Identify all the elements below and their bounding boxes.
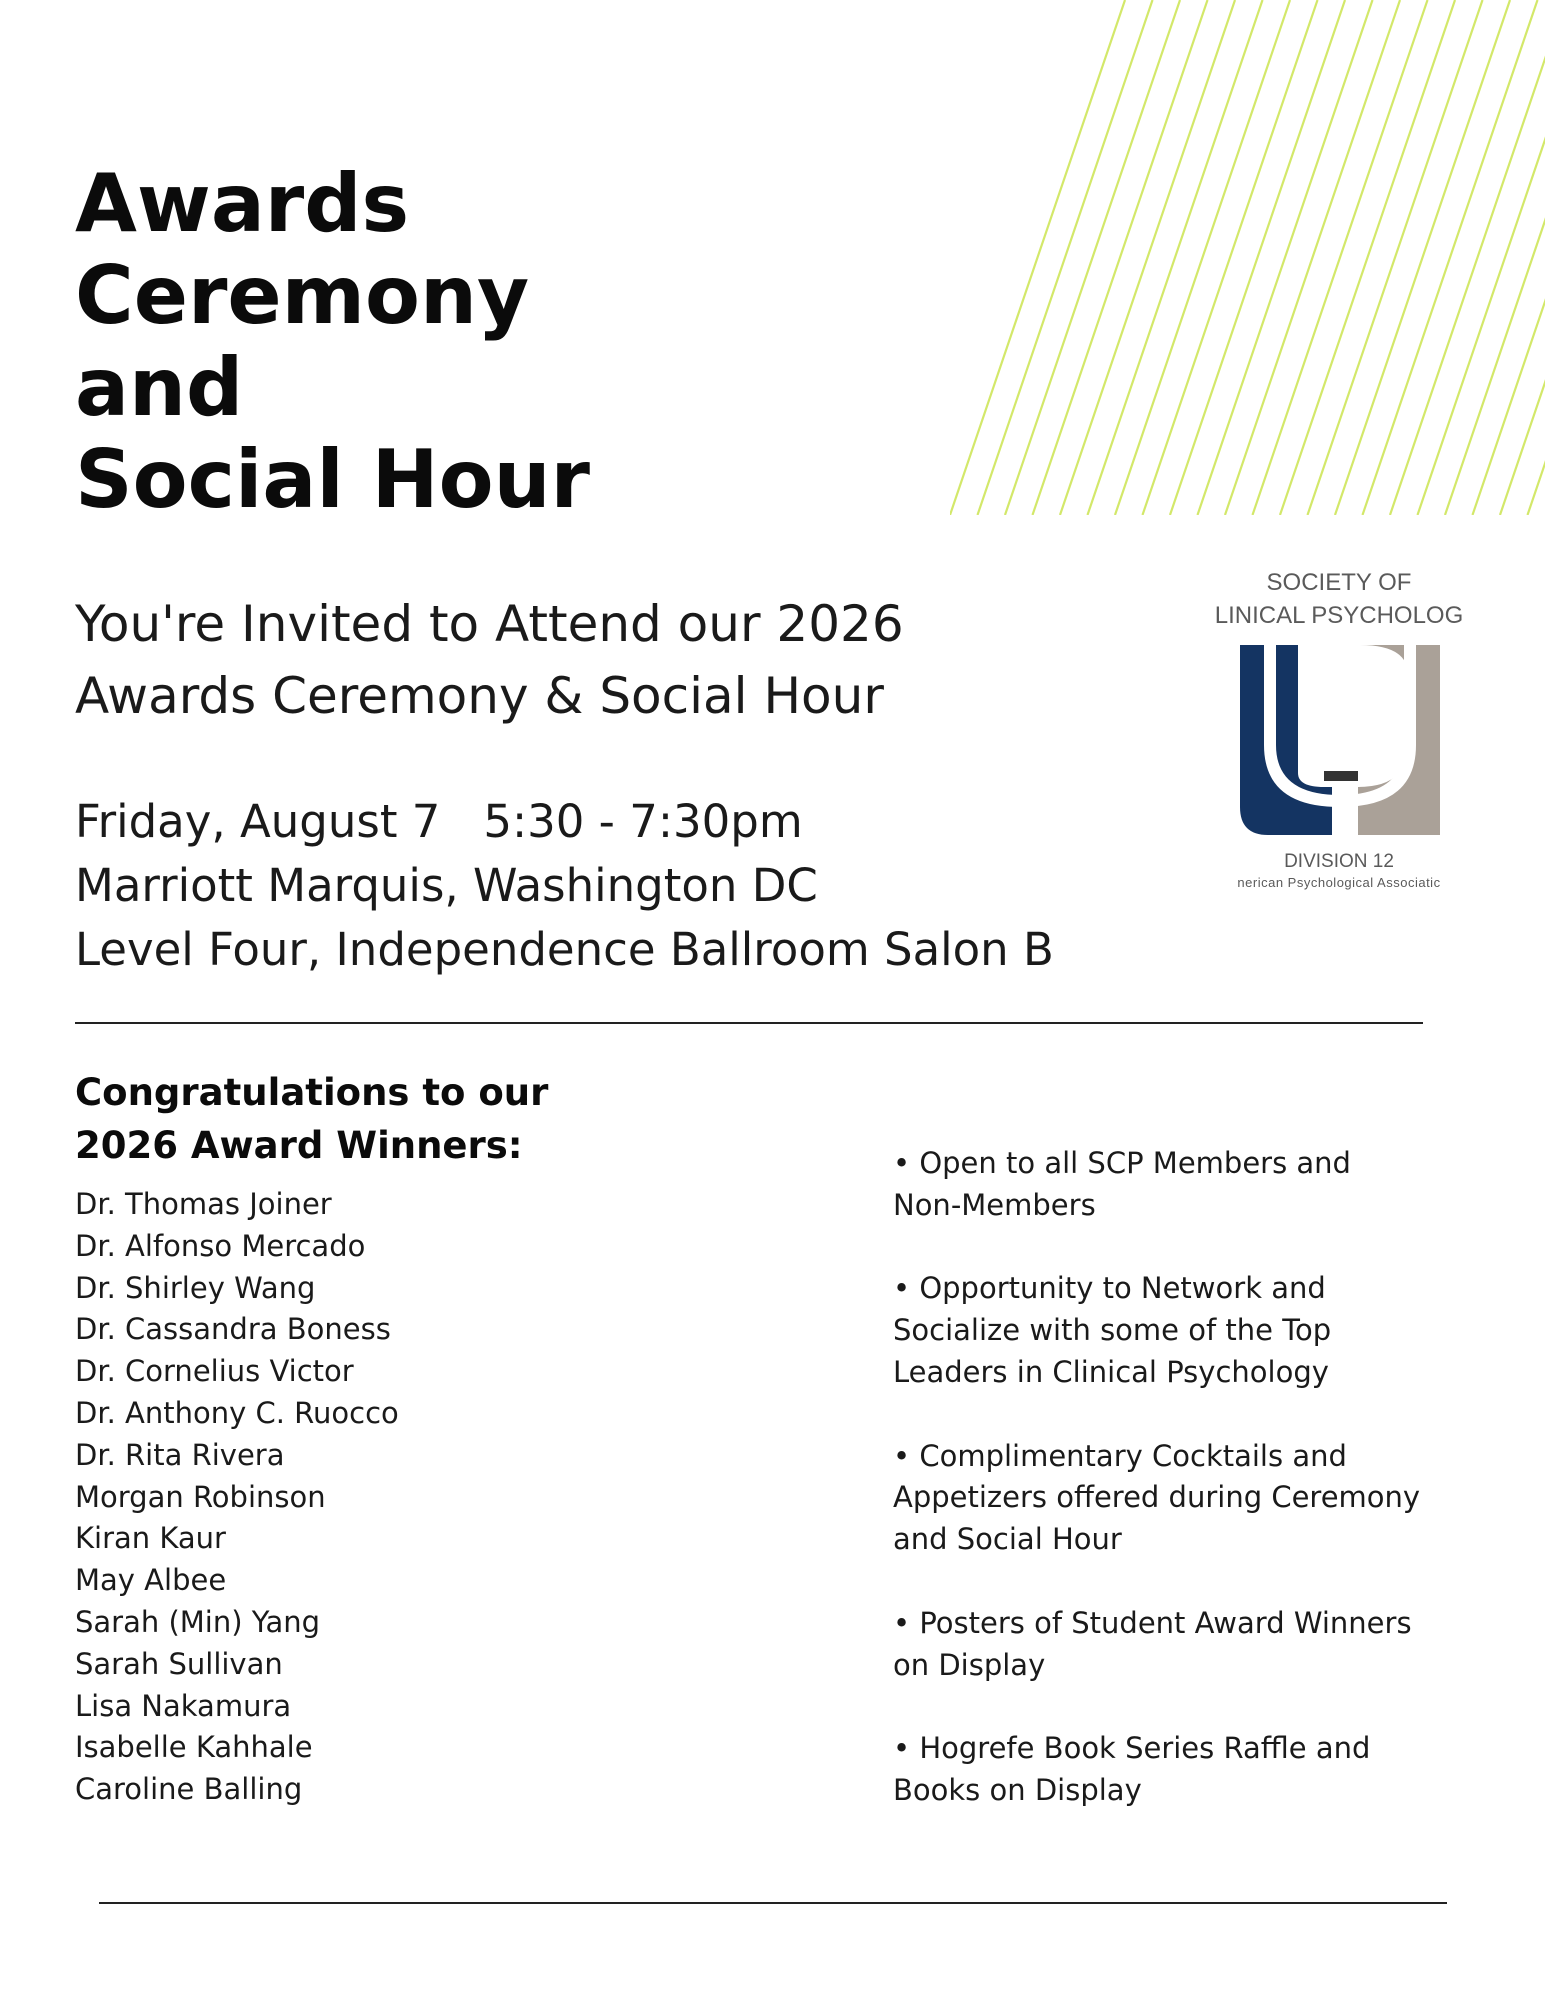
highlight-item: [893, 1143, 1453, 1227]
logo-text-society: SOCIETY OF: [1266, 569, 1412, 596]
decorative-stripe: [950, 0, 1125, 515]
winners-heading-line: 2026 Award Winners:: [75, 1124, 523, 1167]
event-venue: Marriott Marquis, Washington DC: [75, 859, 818, 912]
decorative-stripe: [1005, 0, 1180, 515]
decorative-stripe: [1170, 0, 1345, 515]
highlight-line: • Posters of Student Award Winners: [893, 1605, 1412, 1640]
winner-name: Dr. Cassandra Boness: [75, 1312, 391, 1347]
title-line: Ceremony: [75, 249, 530, 342]
winners-heading-line: Congratulations to our: [75, 1071, 549, 1114]
invitation-line: You're Invited to Attend our 2026: [75, 595, 904, 653]
winner-name: Dr. Rita Rivera: [75, 1437, 285, 1472]
decorative-stripe: [1280, 0, 1455, 515]
decorative-stripe: [1088, 0, 1263, 515]
logo-text-apa: nerican Psychological Associatic: [1237, 875, 1441, 890]
logo-text-clinical-psychology: LINICAL PSYCHOLOG: [1214, 602, 1464, 629]
invitation-line: Awards Ceremony & Social Hour: [75, 667, 884, 725]
highlight-line: and Social Hour: [893, 1522, 1122, 1557]
highlight-line: • Hogrefe Book Series Raffle and: [893, 1731, 1371, 1766]
scp-logo: [1210, 565, 1468, 895]
winner-name: Dr. Cornelius Victor: [75, 1354, 354, 1389]
decorative-stripe: [1390, 0, 1545, 515]
highlight-line: Appetizers offered during Ceremony: [893, 1480, 1421, 1515]
decorative-stripes: [950, 0, 1545, 515]
highlight-line: • Complimentary Cocktails and: [893, 1438, 1347, 1473]
decorative-stripe: [1060, 0, 1235, 515]
decorative-stripe: [1363, 0, 1538, 515]
decorative-stripe: [1198, 0, 1373, 515]
winner-name: Dr. Anthony C. Ruocco: [75, 1395, 399, 1430]
decorative-stripe: [1225, 0, 1400, 515]
winners-list: [75, 1184, 399, 1811]
winner-name: Morgan Robinson: [75, 1479, 326, 1514]
highlight-item: [893, 1728, 1453, 1812]
highlight-line: Leaders in Clinical Psychology: [893, 1354, 1329, 1389]
winner-name: Isabelle Kahhale: [75, 1730, 313, 1765]
winner-name: Caroline Balling: [75, 1772, 303, 1807]
winners-heading: [75, 1066, 548, 1172]
winner-name: Sarah Sullivan: [75, 1646, 283, 1681]
title-line: Social Hour: [75, 433, 590, 526]
decorative-stripe: [1115, 0, 1290, 515]
page-title: [75, 158, 590, 526]
winner-name: Sarah (Min) Yang: [75, 1604, 321, 1639]
winner-name: May Albee: [75, 1563, 227, 1598]
highlight-line: • Open to all SCP Members and: [893, 1146, 1351, 1180]
highlight-item: [893, 1268, 1453, 1393]
highlight-line: Books on Display: [893, 1772, 1142, 1807]
winner-name: Dr. Alfonso Mercado: [75, 1228, 366, 1263]
event-details: [75, 790, 1054, 982]
winner-name: Dr. Thomas Joiner: [75, 1187, 332, 1221]
highlight-line: on Display: [893, 1647, 1046, 1682]
divider-bottom: [99, 1902, 1447, 1904]
psi-emblem-icon: [1240, 645, 1440, 840]
title-line: and: [75, 341, 244, 434]
decorative-stripe: [978, 0, 1153, 515]
decorative-stripe: [1308, 0, 1483, 515]
winner-name: Dr. Shirley Wang: [75, 1270, 316, 1305]
invitation-text: [75, 588, 904, 732]
divider-top: [75, 1022, 1423, 1024]
logo-text-division: DIVISION 12: [1284, 851, 1394, 872]
winner-name: Lisa Nakamura: [75, 1688, 292, 1723]
highlight-line: • Opportunity to Network and: [893, 1271, 1326, 1306]
decorative-stripe: [1253, 0, 1428, 515]
decorative-stripe: [1528, 0, 1545, 515]
decorative-stripe: [1143, 0, 1318, 515]
highlight-line: Socialize with some of the Top: [893, 1313, 1332, 1348]
decorative-stripe: [1033, 0, 1208, 515]
decorative-stripe: [1335, 0, 1510, 515]
highlight-item: [893, 1436, 1453, 1561]
highlight-line: Non-Members: [893, 1187, 1096, 1222]
highlight-item: [893, 1603, 1453, 1687]
winner-name: Kiran Kaur: [75, 1521, 226, 1556]
title-line: Awards: [75, 157, 410, 250]
decorative-stripe: [1445, 0, 1545, 515]
event-highlights: [893, 1143, 1453, 1854]
event-room: Level Four, Independence Ballroom Salon B: [75, 923, 1054, 976]
event-date-time: Friday, August 7 5:30 - 7:30pm: [75, 795, 803, 848]
